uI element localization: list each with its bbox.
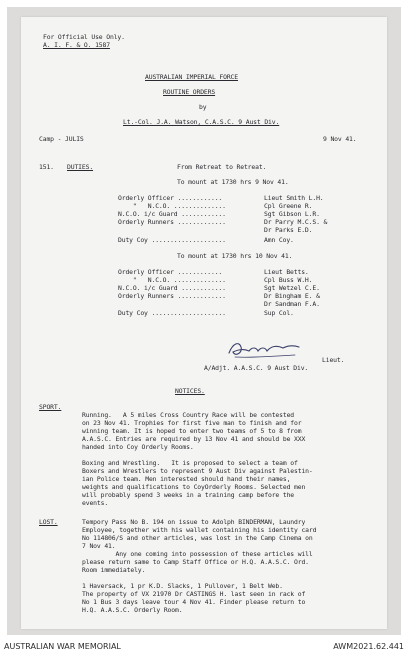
camp-location: Camp - JULIS: [39, 135, 84, 143]
lost-notice-line: No 114806/S and other articles, was lost in the Camp Cinema on: [82, 534, 313, 542]
handwritten-signature: [225, 337, 305, 363]
duty-role: " N.C.O. ..............: [118, 202, 226, 210]
signatory-rank: Lieut.: [322, 356, 345, 364]
order-date: 9 Nov 41.: [323, 135, 357, 143]
official-use-line: For Official Use Only.: [43, 33, 125, 41]
scan-background: [7, 7, 401, 635]
duty-role: Orderly Runners .............: [118, 292, 226, 300]
duty-role: " N.C.O. ..............: [118, 276, 226, 284]
lost-notice-line: Room immediately.: [82, 566, 146, 574]
reference-number: A. I. F. & O. 1587: [43, 41, 110, 49]
boxing-notice-line: will probably spend 3 weeks in a training camp before the: [82, 491, 295, 499]
title-orders: ROUTINE ORDERS: [163, 88, 216, 96]
boxing-notice-line: weights and qualifications to CoyOrderly Rooms. Selected men: [82, 483, 306, 491]
boxing-notice-line: events.: [82, 499, 109, 507]
document-page: [21, 17, 387, 629]
lost-items-line: 1 Haversack, 1 pr K.D. Slacks, 1 Pullover, 1 Belt Web.: [82, 582, 283, 590]
duty-name: Lieut Smith L.H.: [264, 194, 324, 202]
duty-name: Cpl Greene R.: [264, 202, 313, 210]
running-notice-line: handed into Coy Orderly Rooms.: [82, 443, 194, 451]
title-by: by: [199, 103, 207, 111]
duty-name: Dr Bingham E. &: [264, 292, 320, 300]
duty-role: Orderly Officer ............: [118, 194, 223, 202]
signatory-title: A/Adjt. A.A.S.C. 9 Aust Div.: [204, 364, 309, 372]
sport-label: SPORT.: [39, 403, 62, 411]
duty-role: Orderly Runners .............: [118, 218, 226, 226]
running-notice-line: on 23 Nov 41. Trophies for first five man to finish and for: [82, 419, 302, 427]
boxing-notice-line: Boxers and Wrestlers to represent 9 Aust Div against Palestin-: [82, 467, 313, 475]
lost-notice-line: please return same to Camp Staff Office or H.Q. A.A.S.C. Ord.: [82, 558, 309, 566]
lost-notice-line: 7 Nov 41.: [82, 542, 116, 550]
duty-role: Orderly Officer ............: [118, 268, 223, 276]
paragraph-number: 151.: [39, 163, 54, 171]
duty-name: Amn Coy.: [264, 236, 294, 244]
duty-role: N.C.O. i/c Guard ............: [118, 284, 226, 292]
archive-name: AUSTRALIAN WAR MEMORIAL: [4, 642, 121, 651]
running-notice-line: Running. A 5 miles Cross Country Race will be contested: [82, 411, 295, 419]
archive-footer: [0, 640, 408, 653]
running-notice-line: A.A.S.C. Entries are required by 13 Nov 41 and should be XXX: [82, 435, 306, 443]
lost-label: LOST.: [39, 518, 58, 526]
lost-items-line: H.Q. A.A.S.C. Orderly Room.: [82, 606, 183, 614]
duties-intro: From Retreat to Retreat.: [177, 163, 267, 171]
lost-notice-line: Tempory Pass No B. 194 on issue to Adolph BINDERMAN, Laundry: [82, 518, 306, 526]
title-force: AUSTRALIAN IMPERIAL FORCE: [145, 73, 238, 81]
title-commander: Lt.-Col. J.A. Watson, C.A.S.C. 9 Aust Div.: [123, 118, 280, 126]
duty-role: Duty Coy ....................: [118, 309, 226, 317]
boxing-notice-line: ian Police team. Men interested should hand their names,: [82, 475, 291, 483]
duty-name: Cpl Buss W.H.: [264, 276, 313, 284]
duty-role: Duty Coy ....................: [118, 236, 226, 244]
lost-notice-line: Any one coming into possession of these articles will: [82, 550, 313, 558]
duty-name: Dr Parks E.D.: [264, 226, 313, 234]
running-notice-line: winning team. It is hoped to enter two teams of 5 to 8 from: [82, 427, 302, 435]
notices-heading: NOTICES.: [175, 387, 205, 395]
duty-name: Lieut Betts.: [264, 268, 309, 276]
duties-heading: DUTIES.: [67, 163, 94, 171]
lost-notice-line: Employee, together with his wallet containing his identity card: [82, 526, 317, 534]
mount-heading-1: To mount at 1730 hrs 9 Nov 41.: [177, 178, 289, 186]
duty-name: Sgt Wetzel C.E.: [264, 284, 320, 292]
duty-name: Sgt Gibson L.R.: [264, 210, 320, 218]
lost-items-line: The property of VX 21970 Dr CASTINGS H. last seen in rack of: [82, 590, 306, 598]
boxing-notice-line: Boxing and Wrestling. It is proposed to select a team of: [82, 459, 298, 467]
lost-items-line: No 1 Bus 3 days leave tour 4 Nov 41. Finder please return to: [82, 598, 306, 606]
mount-heading-2: To mount at 1730 hrs 10 Nov 41.: [177, 252, 293, 260]
duty-name: Dr Parry M.C.S. &: [264, 218, 328, 226]
duty-role: N.C.O. i/c Guard ............: [118, 210, 226, 218]
duty-name: Sup Col.: [264, 309, 294, 317]
duty-name: Dr Sandman F.A.: [264, 300, 320, 308]
accession-number: AWM2021.62.441: [333, 642, 404, 651]
